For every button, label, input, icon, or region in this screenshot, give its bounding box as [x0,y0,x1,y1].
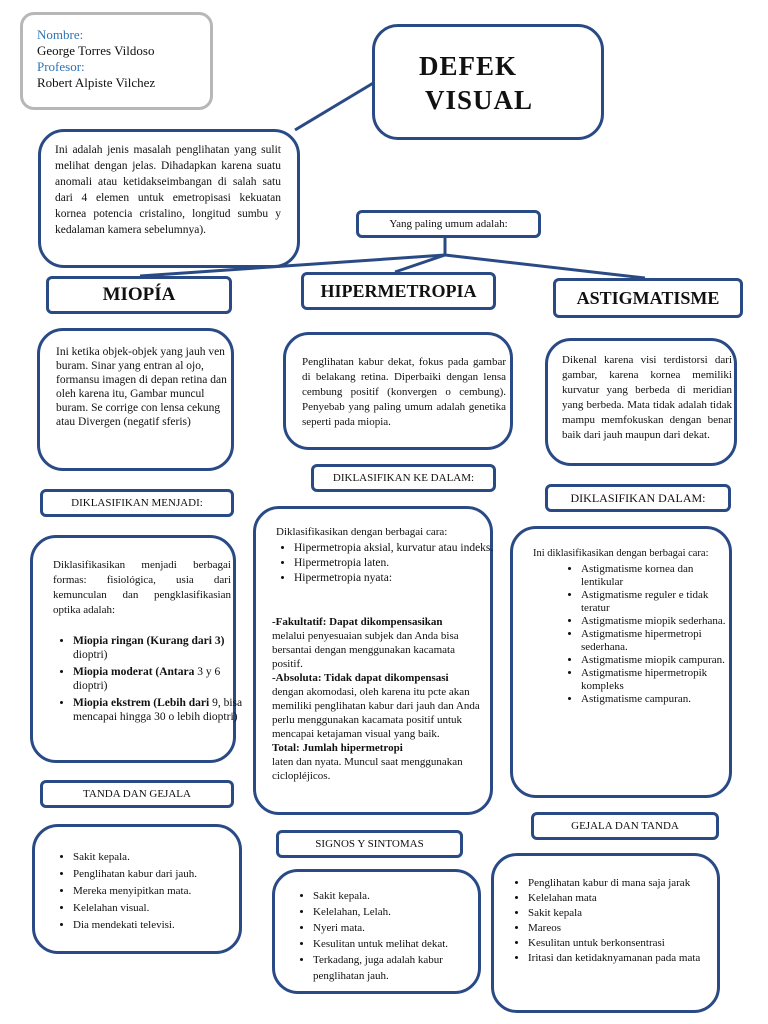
fakultatif-text: melalui penyesuaian subjek dan Anda bisa bersantai dengan menggunakan kacamata positif. [272,630,459,670]
hipermetropia-classified-label: DIKLASIFIKAN KE DALAM: [311,464,496,492]
hipermetropia-classification-box [253,506,493,815]
miopia-title: MIOPÍA [46,276,232,314]
list-item: • Astigmatisme hipermetropi sederhana. [581,628,731,654]
list-item: • Astigmatisme miopik sederhana. [581,615,731,628]
nombre-value: George Torres Vildoso [37,43,155,58]
miopia-classification-list [55,634,249,727]
hipermetropia-symptoms-label: SIGNOS Y SINTOMAS [276,830,463,858]
list-item: • Mereka menyipitkan mata. [73,883,253,900]
astigmatisme-classified-label: DIKLASIFIKAN DALAM: [545,484,731,512]
miopia-symptoms-list [55,849,253,934]
list-item: • Kelelahan, Lelah. [313,904,488,920]
list-item: • Sakit kepala [528,906,733,921]
list-item: • Terkadang, juga adalah kabur penglihatan jauh. [313,952,488,984]
list-item: • Hipermetropia laten. [294,556,494,571]
hipermetropia-description: Penglihatan kabur dekat, fokus pada gambar di belakang retina. Diperbaiki dengan lensa cembung positif (konvergen o cembung). Penyebab yang paling umum adalah genetika seperti pada miopia. [302,356,506,428]
astigmatisme-title: ASTIGMATISME [553,278,743,318]
astigmatisme-symptoms-box [491,853,720,1013]
list-item: • Dia mendekati televisi. [73,917,253,934]
title-box [372,24,604,140]
hipermetropia-details [272,615,482,783]
title-line-2: VISUAL [425,85,534,115]
list-item: • Mareos [528,921,733,936]
classification-term: Miopia ringan (Kurang dari 3) [73,635,225,647]
list-item: • Kelelahan visual. [73,900,253,917]
list-item: • Kelelahan mata [528,891,733,906]
profesor-label: Profesor: [37,59,85,74]
astigmatisme-description-box [545,338,737,466]
list-item: • Astigmatisme campuran. [581,693,731,706]
list-item [73,665,249,693]
astigmatisme-description: Dikenal karena visi terdistorsi dari gambar, karena kornea memiliki kurvatur yang berbeda di meridian yang berbeda. Mata tidak adalah tidak mampu memfokuskan dengan benar baik dari jauh maupun dari dekat. [562,354,732,441]
list-item: • Iritasi dan ketidaknyamanan pada mata [528,951,733,966]
classification-detail: 9, bisa mencapai hingga 30 o lebih dioptri) [73,697,243,723]
total-heading: Total: Jumlah hipermetropi [272,742,403,754]
classification-term: Miopia ekstrem (Lebih dari [73,697,210,709]
common-label: Yang paling umum adalah: [356,210,541,238]
astigmatisme-symptoms-list [510,876,733,966]
miopia-symptoms-box [32,824,242,954]
list-item: • Sakit kepala. [313,888,488,904]
miopia-classified-label: DIKLASIFIKAN MENJADI: [40,489,234,517]
miopia-description-box [37,328,234,471]
classification-detail: dioptri) [73,649,108,661]
miopia-description: Ini ketika objek-objek yang jauh ven buram. Sinar yang entran al ojo, formansu imagen di depan retina dan oleh karena itu, Gambar muncul buram. Se corrige con lensa cekung atau Divergen (negatif sferis) [56,346,227,428]
hipermetropia-classification-list [276,541,494,586]
title-line-1: DEFEK [419,51,518,81]
fakultatif-heading: -Fakultatif: Dapat dikompensasikan [272,616,443,628]
hipermetropia-symptoms-box [272,869,481,994]
astigmatisme-classification-box [510,526,732,798]
hipermetropia-description-box [283,332,513,450]
list-item [73,696,249,724]
absoluta-heading: -Absoluta: Tidak dapat dikompensasi [272,672,449,684]
miopia-classification-box [30,535,243,763]
absoluta-text: dengan akomodasi, oleh karena itu pcte akan memiliki penglihatan kabur dari jauh dan Anda perlu menggunakan kacamata positif untuk mencapai ketajaman visual yang baik. [272,686,480,740]
list-item: • Astigmatisme miopik campuran. [581,654,731,667]
list-item: • Penglihatan kabur dari jauh. [73,866,253,883]
list-item: • Hipermetropia aksial, kurvatur atau indeks. [294,541,494,556]
list-item: • Astigmatisme reguler e tidak teratur [581,589,731,615]
list-item: • Astigmatisme kornea dan lentikular [581,563,731,589]
intro-box [38,129,300,268]
list-item: • Kesulitan untuk berkonsentrasi [528,936,733,951]
classification-term: Miopia moderat (Antara [73,666,195,678]
list-item [73,634,249,662]
list-item: • Hipermetropia nyata: [294,571,494,586]
miopia-classification-intro: Diklasifikasikan menjadi berbagai formas: fisiológica, usia dari kemunculan dan pengklasifikasian optika adalah: [53,559,231,616]
list-item: • Penglihatan kabur di mana saja jarak [528,876,733,891]
hipermetropia-title: HIPERMETROPIA [301,272,496,310]
total-text: laten dan nyata. Muncul saat menggunakan ciclopléjicos. [272,756,463,782]
list-item: • Kesulitan untuk melihat dekat. [313,936,488,952]
classification-detail: 3 y 6 dioptri) [73,666,221,692]
miopia-symptoms-label: TANDA DAN GEJALA [40,780,234,808]
astigmatisme-classification-intro: Ini diklasifikasikan dengan berbagai cara: [533,548,709,559]
intro-text: Ini adalah jenis masalah penglihatan yang sulit melihat dengan jelas. Dihadapkan karena suatu anomali atau ketidakseimbangan di salah satu dari 4 elemen untuk emetropisasi kekuatan kornea potencia cristalino, longitud sumbu y kedalaman kamera sebelumnya). [55,144,281,236]
list-item: • Astigmatisme hipermetropik kompleks [581,667,731,693]
nombre-label: Nombre: [37,27,84,42]
list-item: • Sakit kepala. [73,849,253,866]
astigmatisme-symptoms-label: GEJALA DAN TANDA [531,812,719,840]
astigmatisme-classification-list [563,563,731,706]
hipermetropia-classification-intro: Diklasifikasikan dengan berbagai cara: [276,526,448,538]
list-item: • Nyeri mata. [313,920,488,936]
hipermetropia-symptoms-list [295,888,488,984]
author-info-box [20,12,213,110]
profesor-value: Robert Alpiste Vilchez [37,75,156,90]
